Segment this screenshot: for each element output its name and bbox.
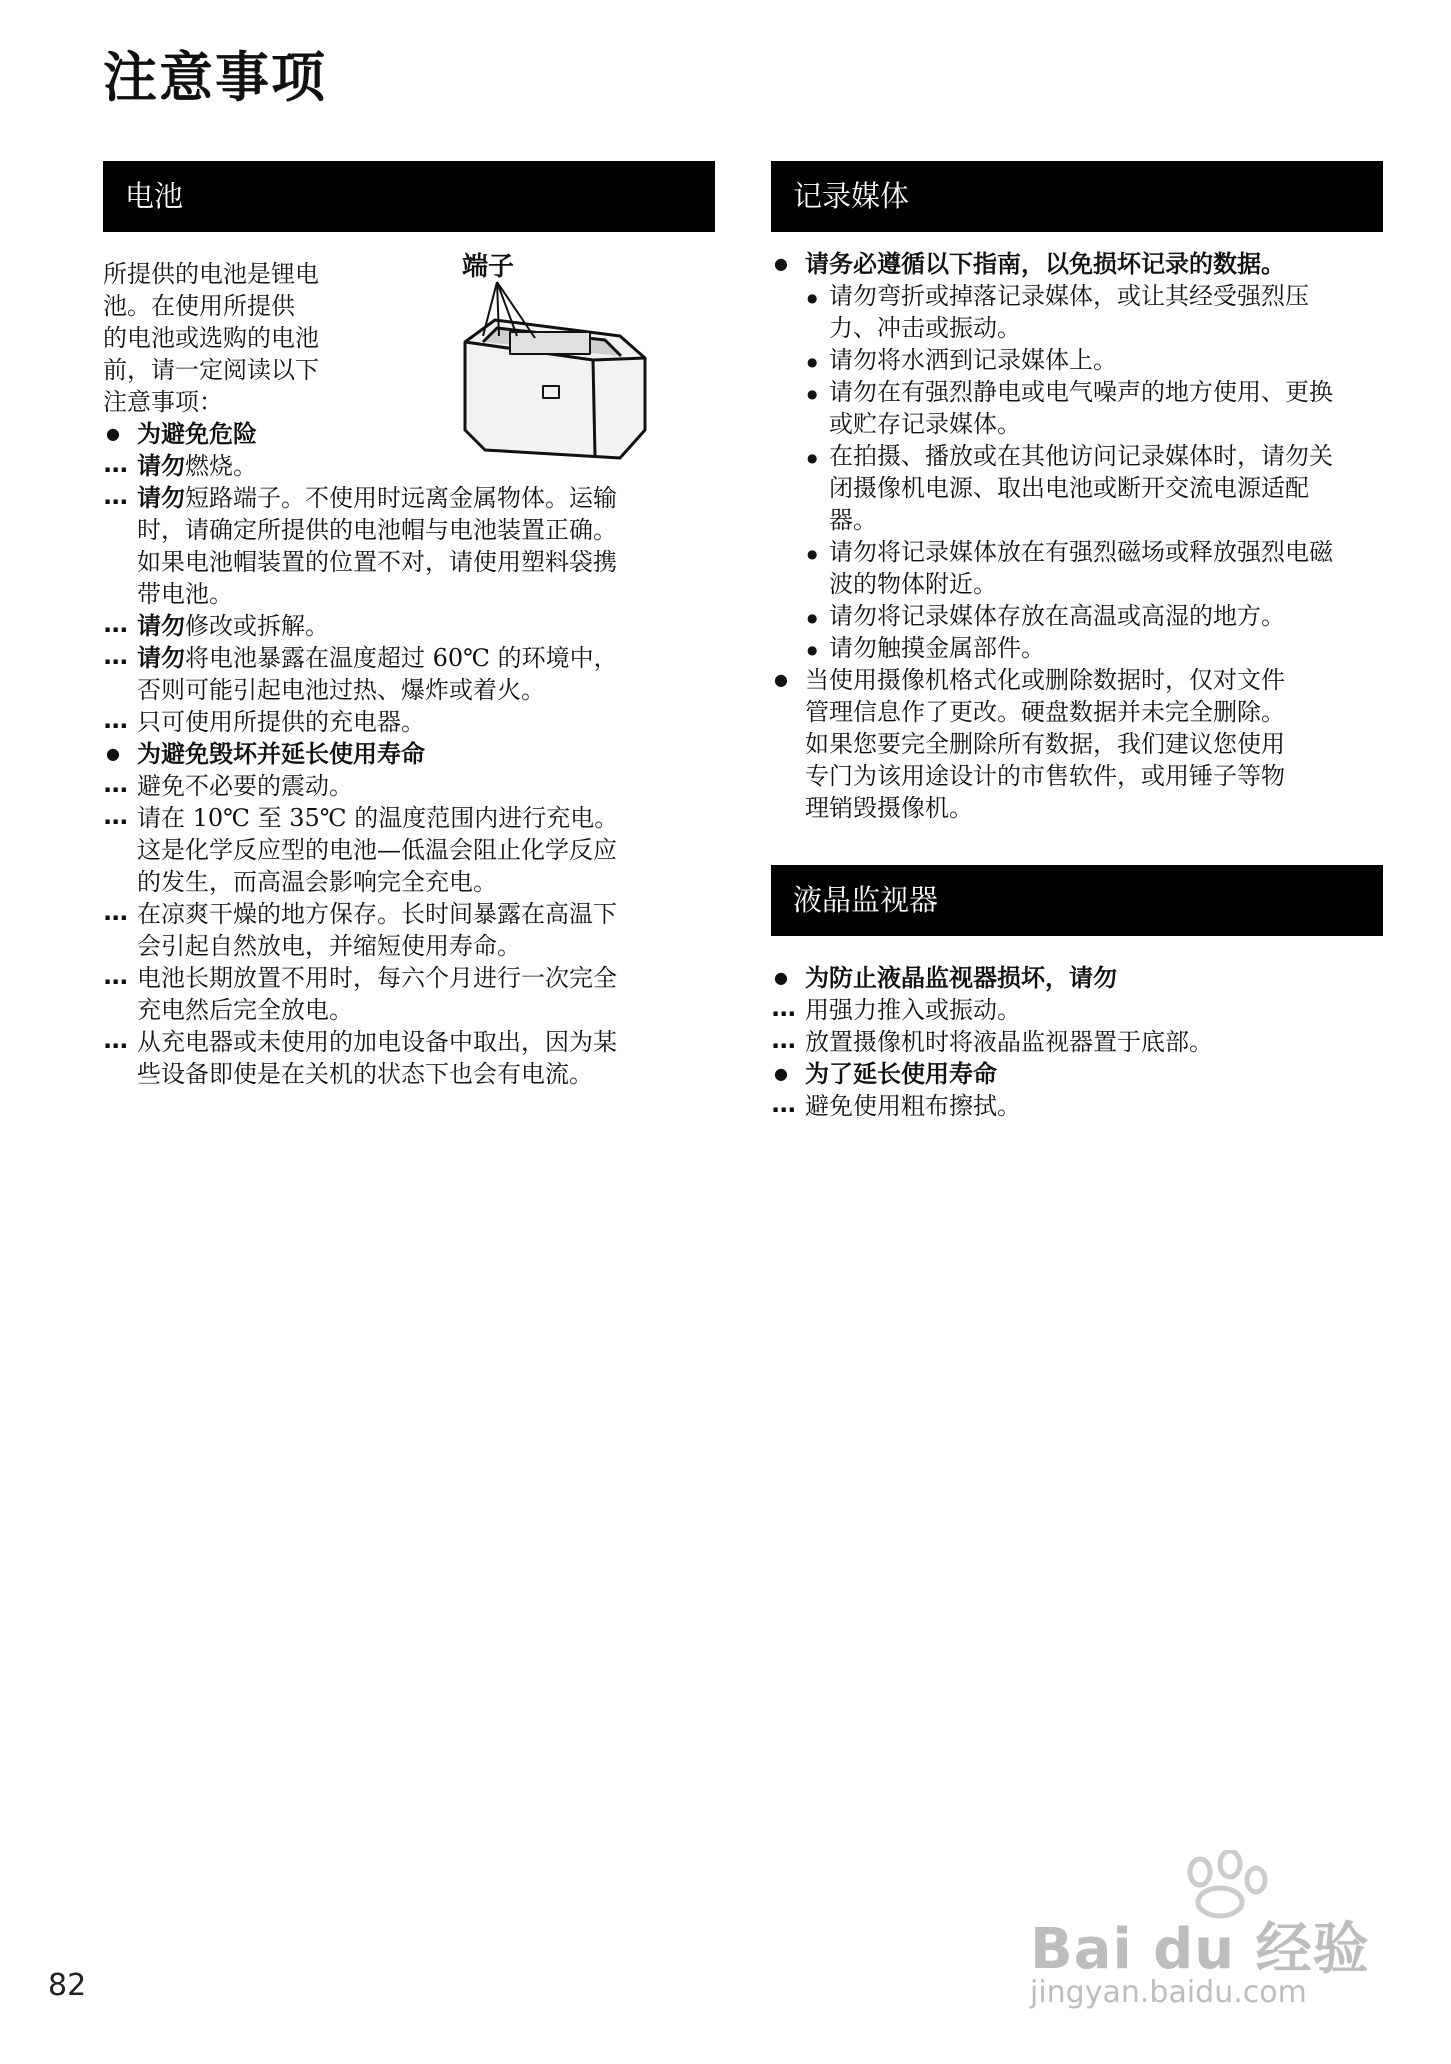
emphasis-text: 请勿	[137, 452, 185, 480]
text-line	[137, 610, 723, 642]
text-line: ● 请务必遵循以下指南，以免损坏记录的数据。	[805, 250, 1285, 278]
text-line: 理销毁摄像机。	[805, 794, 973, 822]
item-text: 带电池。	[137, 580, 233, 608]
emphasis-text: 请勿	[137, 484, 185, 512]
text-line	[137, 1026, 723, 1058]
text-line	[137, 514, 723, 546]
precaution-item	[103, 898, 723, 962]
bullet-heading	[103, 418, 723, 450]
item-text: 时，请确定所提供的电池帽与电池装置正确。	[137, 516, 617, 544]
precaution-item	[103, 770, 723, 802]
text-line	[137, 802, 723, 834]
item-text: 请在 10℃ 至 35℃ 的温度范围内进行充电。	[137, 804, 619, 832]
item-text: 避免使用粗布擦拭。	[805, 1092, 1021, 1120]
text-line	[137, 1058, 723, 1090]
item-text: 电池长期放置不用时，每六个月进行一次完全	[137, 964, 617, 992]
bullet-heading	[771, 962, 1391, 994]
precaution-item	[103, 706, 723, 738]
text-line: 池。在使用所提供	[103, 292, 295, 320]
precaution-item	[103, 642, 723, 706]
item-text: 用强力推入或振动。	[805, 996, 1021, 1024]
text-line	[137, 834, 723, 866]
sub-bullet-item	[771, 536, 1391, 600]
text-line: ● 当使用摄像机格式化或删除数据时，仅对文件	[805, 666, 1285, 694]
text-line	[137, 994, 723, 1026]
battery-precautions-list	[103, 418, 723, 1090]
lcd-monitor-precautions-list	[771, 962, 1391, 1122]
item-text: 短路端子。不使用时远离金属物体。运输	[185, 484, 617, 512]
text-line	[137, 962, 723, 994]
section-header-lcd-monitor: 液晶监视器	[771, 865, 1383, 936]
sub-bullet-item	[771, 376, 1391, 440]
item-text: 充电然后完全放电。	[137, 996, 353, 1024]
bullet-heading	[771, 1058, 1391, 1090]
page-title: 注意事项	[103, 46, 327, 109]
text-line: ● 请勿在有强烈静电或电气噪声的地方使用、更换	[829, 378, 1333, 406]
text-line: 的电池或选购的电池	[103, 324, 319, 352]
item-text: 将电池暴露在温度超过 60℃ 的环境中，	[185, 644, 618, 672]
section-header-recording-media: 记录媒体	[771, 161, 1383, 232]
item-text: 燃烧。	[185, 452, 257, 480]
battery-intro-text	[103, 258, 393, 418]
text-line	[137, 674, 723, 706]
sub-bullet-item	[771, 632, 1391, 664]
precaution-item	[103, 482, 723, 610]
text-line: 管理信息作了更改。硬盘数据并未完全删除。	[805, 698, 1285, 726]
section-header-battery: 电池	[103, 161, 715, 232]
precaution-item	[103, 962, 723, 1026]
text-line: 或贮存记录媒体。	[829, 410, 1021, 438]
text-line: ● 请勿将记录媒体放在有强烈磁场或释放强烈电磁	[829, 538, 1333, 566]
sub-bullet-item	[771, 600, 1391, 632]
text-line: ● 请勿将记录媒体存放在高温或高湿的地方。	[829, 602, 1285, 630]
item-text: 会引起自然放电，并缩短使用寿命。	[137, 932, 521, 960]
text-line	[137, 546, 723, 578]
watermark-brand: Bai du 经验	[1030, 1917, 1370, 1982]
sub-bullet-item	[771, 440, 1391, 536]
precaution-item	[771, 994, 1391, 1026]
text-line: 所提供的电池是锂电	[103, 260, 319, 288]
text-line: ● 为了延长使用寿命	[805, 1060, 997, 1088]
item-text: 修改或拆解。	[185, 612, 329, 640]
item-text: 从充电器或未使用的加电设备中取出，因为某	[137, 1028, 617, 1056]
bullet-item	[771, 664, 1391, 824]
item-text: 否则可能引起电池过热、爆炸或着火。	[137, 676, 545, 704]
text-line	[137, 866, 723, 898]
text-line	[137, 482, 723, 514]
text-line	[805, 1090, 1391, 1122]
item-text: 放置摄像机时将液晶监视器置于底部。	[805, 1028, 1213, 1056]
item-text: 如果电池帽装置的位置不对，请使用塑料袋携	[137, 548, 617, 576]
text-line: ● 为防止液晶监视器损坏，请勿	[805, 964, 1117, 992]
text-line	[137, 898, 723, 930]
precaution-item	[771, 1026, 1391, 1058]
precaution-item	[103, 802, 723, 898]
watermark-url: jingyan.baidu.com	[1030, 1975, 1307, 2010]
text-line: 力、冲击或振动。	[829, 314, 1021, 342]
text-line: ● 为避免危险	[137, 420, 257, 448]
item-text: 的发生，而高温会影响完全充电。	[137, 868, 497, 896]
precaution-item	[103, 450, 723, 482]
text-line: ● 在拍摄、播放或在其他访问记录媒体时，请勿关	[829, 442, 1333, 470]
item-text: 这是化学反应型的电池—低温会阻止化学反应	[137, 836, 617, 864]
page-number: 82	[48, 1968, 87, 2003]
text-line	[805, 1026, 1391, 1058]
text-line: 注意事项：	[103, 388, 223, 416]
text-line: 如果您要完全删除所有数据，我们建议您使用	[805, 730, 1285, 758]
text-line: 前，请一定阅读以下	[103, 356, 319, 384]
text-line: 专门为该用途设计的市售软件，或用锤子等物	[805, 762, 1285, 790]
text-line: ● 请勿弯折或掉落记录媒体，或让其经受强烈压	[829, 282, 1309, 310]
baidu-watermark	[1010, 1850, 1390, 2020]
emphasis-text: 请勿	[137, 644, 185, 672]
precaution-item	[771, 1090, 1391, 1122]
precaution-item	[103, 610, 723, 642]
item-text: 避免不必要的震动。	[137, 772, 353, 800]
sub-bullet-item	[771, 344, 1391, 376]
text-line	[137, 450, 723, 482]
emphasis-text: 请勿	[137, 612, 185, 640]
text-line: ● 请勿将水洒到记录媒体上。	[829, 346, 1117, 374]
text-line	[805, 994, 1391, 1026]
text-line: ● 为避免毁坏并延长使用寿命	[137, 740, 425, 768]
text-line: 波的物体附近。	[829, 570, 997, 598]
text-line: ● 请勿触摸金属部件。	[829, 634, 1045, 662]
text-line: 闭摄像机电源、取出电池或断开交流电源适配	[829, 474, 1309, 502]
sub-bullet-item	[771, 280, 1391, 344]
text-line	[137, 706, 723, 738]
bullet-heading	[103, 738, 723, 770]
bullet-heading	[771, 248, 1391, 280]
item-text: 只可使用所提供的充电器。	[137, 708, 425, 736]
precaution-item	[103, 1026, 723, 1090]
recording-media-precautions-list	[771, 248, 1391, 824]
text-line	[137, 642, 723, 674]
terminal-label: 端子	[462, 252, 515, 282]
text-line: 器。	[829, 506, 877, 534]
text-line	[137, 930, 723, 962]
item-text: 些设备即使是在关机的状态下也会有电流。	[137, 1060, 593, 1088]
item-text: 在凉爽干燥的地方保存。长时间暴露在高温下	[137, 900, 617, 928]
text-line	[137, 770, 723, 802]
text-line	[137, 578, 723, 610]
